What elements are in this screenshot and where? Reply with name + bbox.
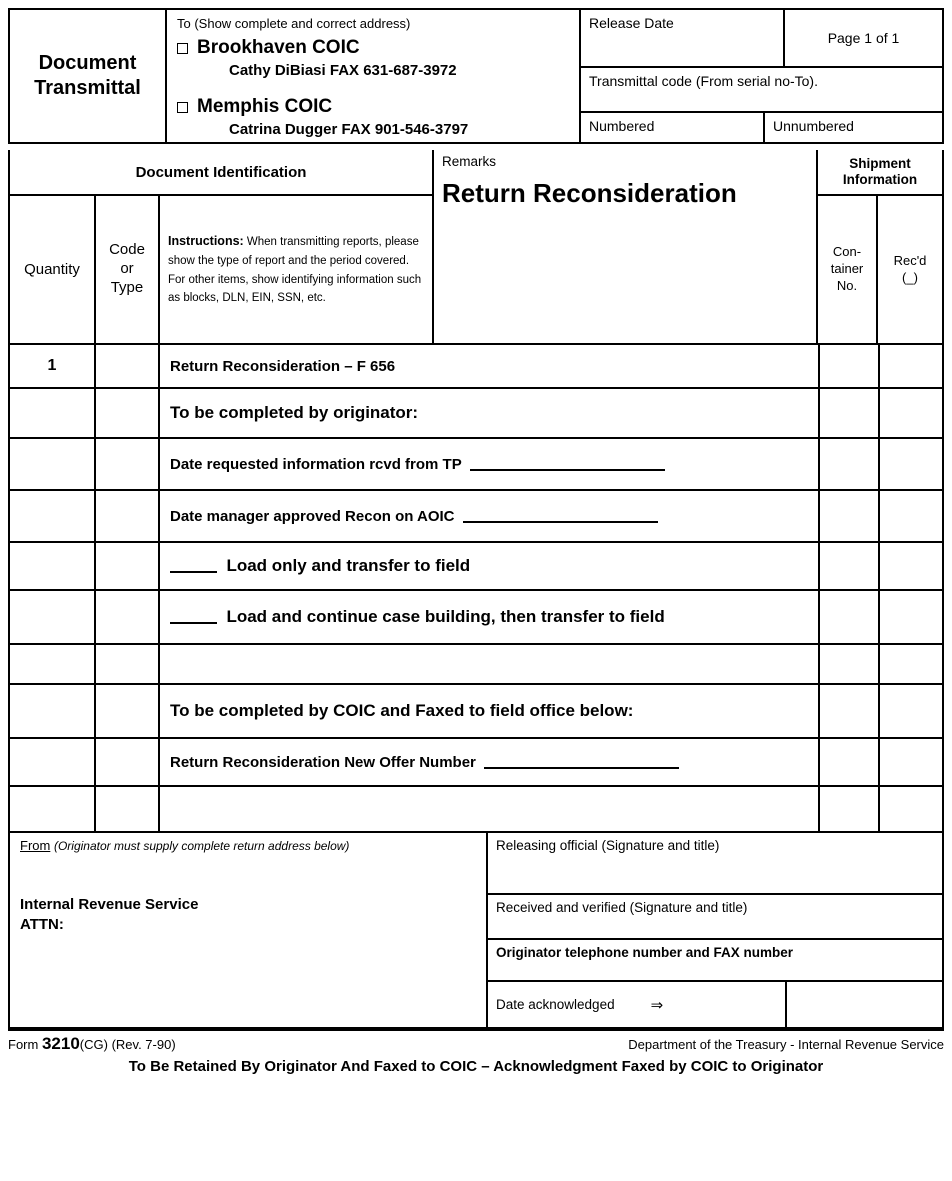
row-quantity-cell[interactable] bbox=[10, 787, 96, 831]
numbered-label: Numbered bbox=[589, 118, 655, 134]
row-recd-cell[interactable] bbox=[880, 543, 942, 589]
row-recd-cell[interactable] bbox=[880, 491, 942, 541]
row-description-text: Date manager approved Recon on AOIC bbox=[170, 507, 455, 525]
row-description-cell[interactable] bbox=[160, 739, 820, 785]
retention-note: To Be Retained By Originator And Faxed to COIC – Acknowledgment Faxed by COIC to Originator bbox=[128, 1058, 824, 1075]
numbered-field[interactable] bbox=[581, 113, 765, 142]
office-name-brookhaven: Brookhaven COIC bbox=[197, 37, 360, 58]
row-quantity-cell[interactable] bbox=[10, 491, 96, 541]
row-container-no-cell[interactable] bbox=[820, 645, 880, 683]
instructions-label: Instructions: bbox=[168, 234, 244, 249]
remarks-title: Return Reconsideration bbox=[442, 178, 737, 208]
row-code-cell[interactable] bbox=[96, 543, 160, 589]
row-description-cell[interactable] bbox=[160, 685, 820, 737]
right-arrow-icon: ⇒ bbox=[650, 996, 664, 1014]
from-address-line2: ATTN: bbox=[20, 916, 64, 934]
row-description-text: To be completed by COIC and Faxed to field office below: bbox=[170, 701, 634, 720]
table-row bbox=[10, 787, 942, 831]
column-header-instructions bbox=[160, 196, 432, 343]
form-title-line1: Document bbox=[38, 52, 137, 74]
page-indicator: Page 1 of 1 bbox=[827, 30, 900, 46]
originator-phone-label: Originator telephone number and FAX number bbox=[496, 945, 794, 960]
table-row bbox=[10, 345, 942, 389]
row-description-cell[interactable] bbox=[160, 645, 820, 683]
transmittal-code-field[interactable] bbox=[581, 68, 942, 113]
row-quantity-cell[interactable] bbox=[10, 739, 96, 785]
shipment-information-block bbox=[818, 150, 942, 343]
code-line2: or bbox=[120, 260, 134, 278]
form-number: 3210 bbox=[41, 1034, 80, 1053]
checkbox-brookhaven-icon[interactable] bbox=[177, 43, 188, 54]
form-header bbox=[8, 8, 944, 144]
row-description-cell[interactable] bbox=[160, 491, 820, 541]
document-identification-block bbox=[8, 150, 944, 833]
row-quantity-cell[interactable] bbox=[10, 543, 96, 589]
row-code-cell[interactable] bbox=[96, 491, 160, 541]
received-verified-label: Received and verified (Signature and title) bbox=[496, 900, 748, 915]
row-recd-cell[interactable] bbox=[880, 345, 942, 387]
row-recd-cell[interactable] bbox=[880, 439, 942, 489]
container-line1: Con- bbox=[832, 244, 862, 260]
row-quantity-cell[interactable] bbox=[10, 685, 96, 737]
from-note: (Originator must supply complete return address below) bbox=[53, 839, 350, 853]
row-write-in-rule[interactable] bbox=[470, 469, 665, 471]
shipment-info-title bbox=[818, 150, 942, 196]
office-option-memphis[interactable] bbox=[177, 96, 579, 118]
row-container-no-cell[interactable] bbox=[820, 685, 880, 737]
row-quantity-cell[interactable]: 1 bbox=[10, 345, 96, 387]
row-container-no-cell[interactable] bbox=[820, 787, 880, 831]
row-description-cell[interactable] bbox=[160, 787, 820, 831]
row-container-no-cell[interactable] bbox=[820, 739, 880, 785]
from-block bbox=[10, 833, 488, 1027]
column-header-recd bbox=[878, 196, 942, 343]
row-code-cell[interactable] bbox=[96, 439, 160, 489]
row-checkbox-rule[interactable] bbox=[170, 571, 217, 573]
row-description-text: Load and continue case building, then transfer to field bbox=[226, 607, 665, 626]
row-description-text: Return Reconsideration – F 656 bbox=[170, 357, 396, 375]
form-title bbox=[10, 10, 167, 142]
table-row bbox=[10, 591, 942, 645]
column-header-code-or-type bbox=[96, 196, 160, 343]
row-recd-cell[interactable] bbox=[880, 591, 942, 643]
form-revision: (Rev. 7-90) bbox=[111, 1037, 176, 1052]
form-prefix: Form bbox=[8, 1037, 39, 1052]
unnumbered-label: Unnumbered bbox=[773, 118, 854, 134]
date-acknowledged-value[interactable] bbox=[787, 982, 942, 1027]
row-recd-cell[interactable] bbox=[880, 389, 942, 437]
row-quantity-cell[interactable] bbox=[10, 439, 96, 489]
form-title-line2: Transmittal bbox=[34, 77, 141, 99]
row-code-cell[interactable] bbox=[96, 345, 160, 387]
code-line1: Code bbox=[109, 241, 145, 259]
row-quantity-cell[interactable] bbox=[10, 389, 96, 437]
row-quantity-cell[interactable] bbox=[10, 645, 96, 683]
recd-line2: (_) bbox=[902, 269, 918, 285]
row-code-cell[interactable] bbox=[96, 739, 160, 785]
table-row bbox=[10, 543, 942, 591]
office-option-brookhaven[interactable] bbox=[177, 37, 579, 59]
row-description-cell[interactable] bbox=[160, 543, 820, 589]
row-container-no-cell[interactable] bbox=[820, 345, 880, 387]
table-row bbox=[10, 739, 942, 787]
row-description-cell[interactable] bbox=[160, 439, 820, 489]
table-row bbox=[10, 389, 942, 439]
table-row bbox=[10, 685, 942, 739]
row-recd-cell[interactable] bbox=[880, 739, 942, 785]
unnumbered-field[interactable] bbox=[765, 113, 942, 142]
doc-id-section-title: Document Identification bbox=[10, 150, 432, 196]
office-contact-memphis: Catrina Dugger FAX 901-546-3797 bbox=[229, 121, 469, 138]
row-description-cell[interactable] bbox=[160, 345, 820, 387]
remarks-label: Remarks bbox=[442, 154, 497, 169]
table-row bbox=[10, 491, 942, 543]
row-container-no-cell[interactable] bbox=[820, 389, 880, 437]
header-right-block bbox=[581, 10, 942, 142]
row-description-text: To be completed by originator: bbox=[170, 403, 419, 422]
row-description-text: Return Reconsideration New Offer Number bbox=[170, 753, 476, 771]
releasing-official-label: Releasing official (Signature and title) bbox=[496, 838, 720, 853]
row-recd-cell[interactable] bbox=[880, 645, 942, 683]
row-code-cell[interactable] bbox=[96, 645, 160, 683]
container-line2: tainer bbox=[830, 261, 864, 277]
table-row bbox=[10, 645, 942, 685]
release-date-label: Release Date bbox=[589, 15, 674, 31]
from-address-line1: Internal Revenue Service bbox=[20, 896, 199, 913]
from-label: From bbox=[20, 838, 51, 853]
instructions-text: When transmitting reports, please show the type of report and the period covered. For other items, show identifying information such as blocks, DLN, EIN, SSN, etc. bbox=[168, 236, 422, 305]
row-code-cell[interactable] bbox=[96, 389, 160, 437]
row-recd-cell[interactable] bbox=[880, 685, 942, 737]
release-date-field[interactable] bbox=[581, 10, 785, 66]
document-rows bbox=[10, 343, 942, 831]
form-3210 bbox=[8, 8, 944, 1075]
row-checkbox-rule[interactable] bbox=[170, 622, 217, 624]
container-line3: No. bbox=[836, 277, 858, 293]
form-number-block bbox=[8, 1034, 176, 1054]
row-container-no-cell[interactable] bbox=[820, 591, 880, 643]
checkbox-memphis-icon[interactable] bbox=[177, 102, 188, 113]
footer-block bbox=[8, 833, 944, 1029]
doc-id-columns bbox=[10, 150, 434, 343]
recd-line1: Rec'd bbox=[893, 252, 927, 268]
row-description-text: Load only and transfer to field bbox=[226, 556, 471, 575]
row-description-text: Date requested information rcvd from TP bbox=[170, 455, 462, 473]
form-footer bbox=[8, 1029, 944, 1075]
row-code-cell[interactable] bbox=[96, 787, 160, 831]
row-code-cell[interactable] bbox=[96, 591, 160, 643]
row-write-in-rule[interactable] bbox=[463, 521, 658, 523]
office-name-memphis: Memphis COIC bbox=[197, 96, 333, 117]
remarks-block bbox=[434, 150, 818, 343]
row-write-in-rule[interactable] bbox=[484, 767, 679, 769]
to-label: To (Show complete and correct address) bbox=[177, 16, 411, 31]
signature-block bbox=[488, 833, 942, 1027]
row-quantity-cell[interactable] bbox=[10, 591, 96, 643]
transmittal-code-label: Transmittal code (From serial no-To). bbox=[589, 73, 818, 89]
originator-phone-field[interactable] bbox=[488, 940, 942, 982]
shipment-title-line2: Information bbox=[842, 172, 918, 187]
date-acknowledged-field[interactable] bbox=[488, 982, 787, 1027]
column-header-quantity: Quantity bbox=[10, 196, 96, 343]
column-header-container-no bbox=[818, 196, 878, 343]
code-line3: Type bbox=[110, 278, 144, 296]
to-address-block bbox=[167, 10, 581, 142]
row-recd-cell[interactable] bbox=[880, 787, 942, 831]
row-container-no-cell[interactable] bbox=[820, 439, 880, 489]
office-contact-brookhaven: Cathy DiBiasi FAX 631-687-3972 bbox=[229, 62, 457, 79]
row-container-no-cell[interactable] bbox=[820, 543, 880, 589]
received-verified-field[interactable] bbox=[488, 895, 942, 940]
shipment-title-line1: Shipment bbox=[849, 155, 911, 171]
row-description-cell[interactable] bbox=[160, 389, 820, 437]
releasing-official-field[interactable] bbox=[488, 833, 942, 895]
table-row bbox=[10, 439, 942, 491]
date-acknowledged-label: Date acknowledged bbox=[496, 997, 615, 1012]
department-label: Department of the Treasury - Internal Revenue Service bbox=[628, 1037, 944, 1052]
row-description-cell[interactable] bbox=[160, 591, 820, 643]
form-suffix: (CG) bbox=[79, 1037, 108, 1052]
row-code-cell[interactable] bbox=[96, 685, 160, 737]
row-container-no-cell[interactable] bbox=[820, 491, 880, 541]
